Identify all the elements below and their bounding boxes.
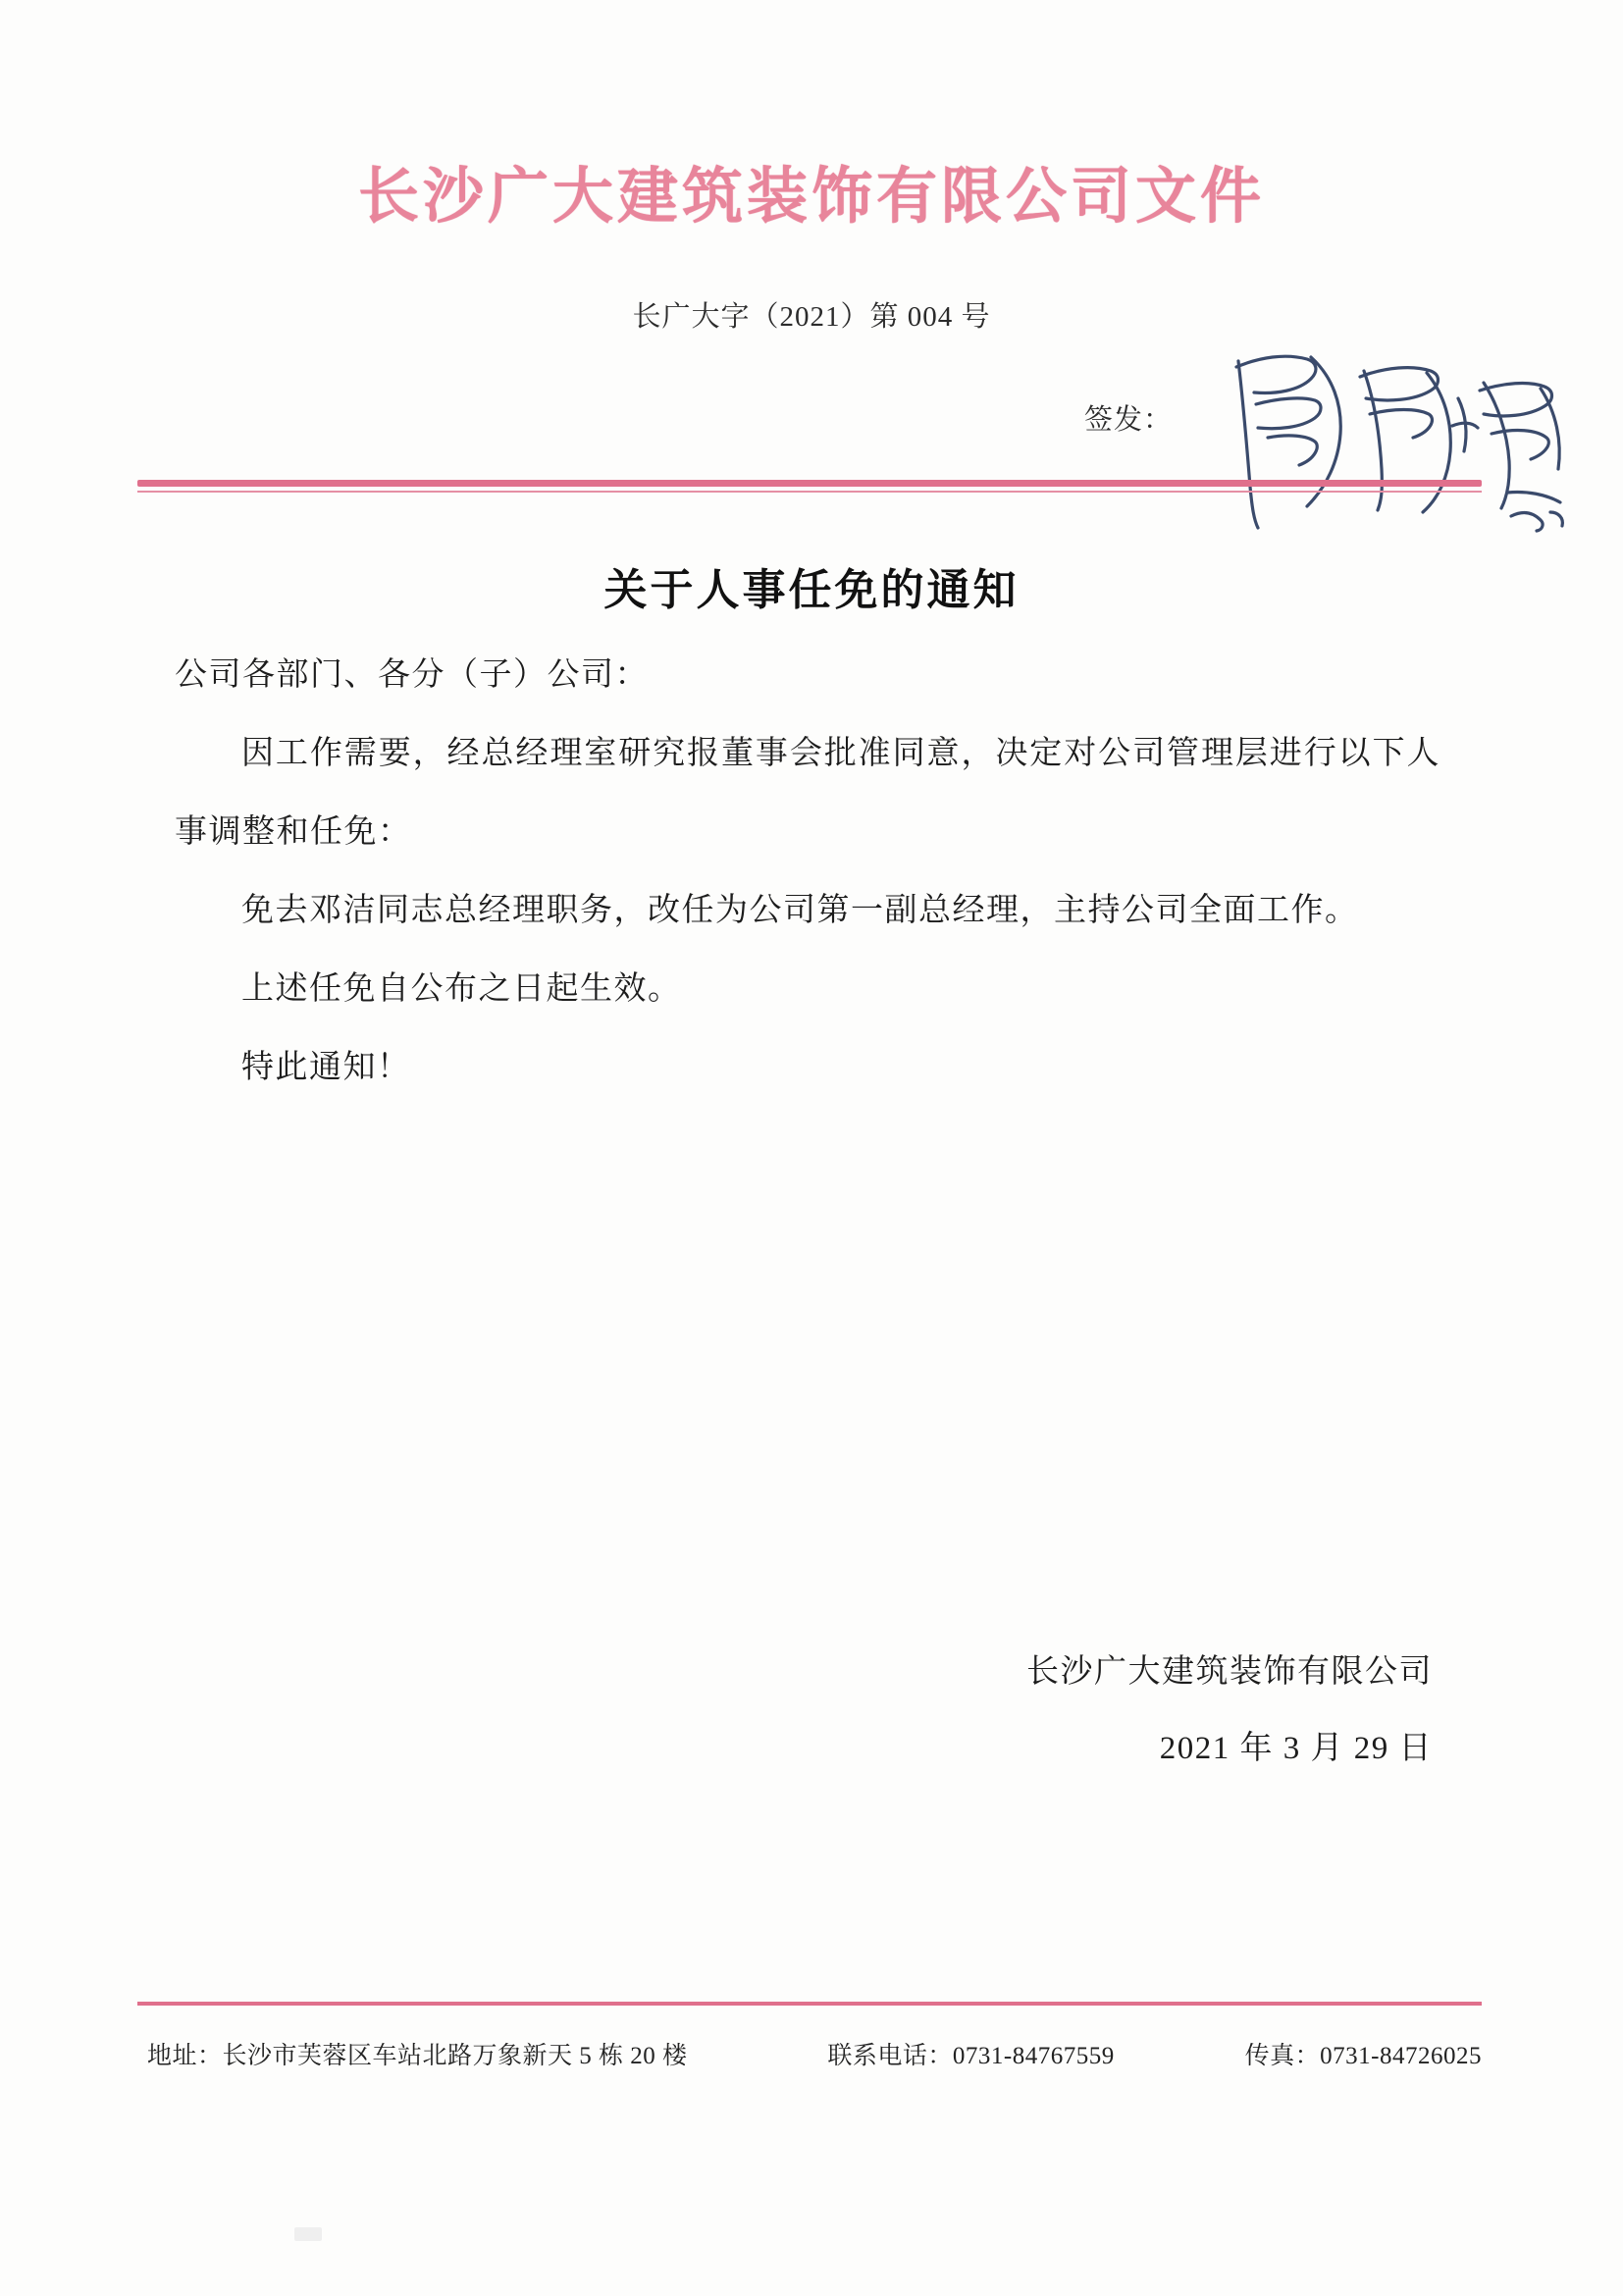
signer-label: 签发： — [1084, 404, 1174, 436]
footer-address: 地址：长沙市芙蓉区车站北路万象新天 5 栋 20 楼 — [147, 2043, 688, 2069]
scan-artifact — [294, 2227, 322, 2241]
signoff-company: 长沙广大建筑装饰有限公司 — [1026, 1654, 1433, 1690]
body-paragraph-2: 免去邓洁同志总经理职务，改任为公司第一副总经理，主持公司全面工作。 — [241, 893, 1359, 928]
body-paragraph-3: 上述任免自公布之日起生效。 — [241, 971, 682, 1007]
document-number: 长广大字（2021）第 004 号 — [632, 301, 991, 333]
header-divider — [137, 480, 1482, 493]
signoff-block — [0, 1634, 1433, 1787]
document-subject: 关于人事任免的通知 — [603, 566, 1020, 614]
body-paragraph-1: 因工作需要，经总经理室研究报董事会批准同意，决定对公司管理层进行以下人事调整和任免： — [175, 736, 1440, 850]
document-body — [175, 636, 1440, 1107]
signoff-date: 2021 年 3 月 29 日 — [1159, 1731, 1433, 1766]
page-title: 长沙广大建筑装饰有限公司文件 — [357, 164, 1265, 231]
signature-icon — [1217, 343, 1590, 540]
salutation: 公司各部门、各分（子）公司： — [175, 657, 649, 693]
body-paragraph-4: 特此通知！ — [241, 1050, 411, 1085]
footer-fax: 传真：0731-84726025 — [1244, 2043, 1482, 2069]
footer-divider — [137, 2002, 1482, 2006]
footer-phone: 联系电话：0731-84767559 — [827, 2043, 1115, 2069]
footer — [147, 2036, 1482, 2071]
